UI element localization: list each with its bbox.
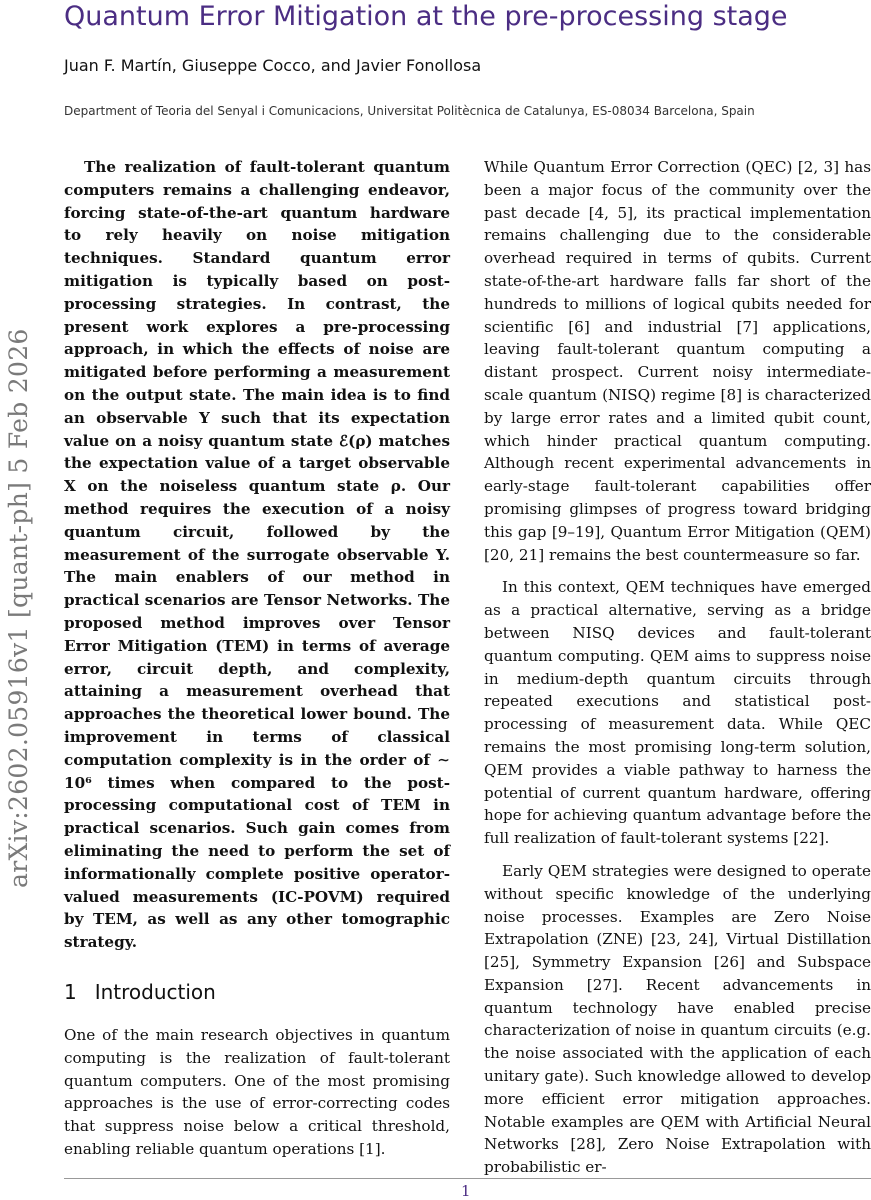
- footer-rule: [64, 1178, 871, 1179]
- section-title: Introduction: [94, 980, 216, 1004]
- paper-title: Quantum Error Mitigation at the pre-processing stage: [64, 1, 788, 32]
- paragraph-qec: While Quantum Error Correction (QEC) [2, 3] has been a major focus of the community over the past decade [4, 5], its practical implementation remains challenging due to the considerable overhead required in terms of qubits. Current state-of-the-art hardware falls far short of the hundreds to millions of logical qubits needed for scientific [6] and industrial [7] applications, leaving fault-tolerant quantum computing a distant prospect. Current noisy intermediate-scale quantum (NISQ) regime [8] is characterized by large error rates and a limited qubit count, which hinder practical quantum computing. Although recent experimental advancements in early-stage fault-tolerant capabilities offer promising glimpses of progress toward bridging this gap [9–19], Quantum Error Mitigation (QEM) [20, 21] remains the best countermeasure so far.: [484, 158, 871, 564]
- affiliation: Department of Teoria del Senyal i Comunicacions, Universitat Politècnica de Catalunya, ES-08034 Barcelona, Spain: [64, 104, 755, 118]
- abstract: The realization of fault-tolerant quantum computers remains a challenging endeavor, forcing state-of-the-art quantum hardware to rely heavily on noise mitigation techniques. Standard quantum error mitigation is typically based on post-processing strategies. In contrast, the present work explores a pre-processing approach, in which the effects of noise are mitigated before performing a measurement on the output state. The main idea is to find an observable Y such that its expectation value on a noisy quantum state ℰ(ρ) matches the expectation value of a target observable X on the noiseless quantum state ρ. Our method requires the execution of a noisy quantum circuit, followed by the measurement of the surrogate observable Y. The main enablers of our method in practical scenarios are Tensor Networks. The proposed method improves over Tensor Error Mitigation (TEM) in terms of average error, circuit depth, and complexity, attaining a measurement overhead that approaches the theoretical lower bound. The improvement in terms of classical computation complexity is in the order of ∼ 10⁶ times when compared to the post-processing computational cost of TEM in practical scenarios. Such gain comes from eliminating the need to perform the set of informationally complete positive operator-valued measurements (IC-POVM) required by TEM, as well as any other tomographic strategy.: [64, 158, 450, 952]
- page-number: 1: [461, 1182, 471, 1200]
- intro-paragraph: One of the main research objectives in quantum computing is the realization of fault-tolerant quantum computers. One of the most promising approaches is the use of error-correcting codes that suppress noise below a critical threshold, enabling reliable quantum operations [1].: [64, 1026, 450, 1158]
- right-column: [484, 156, 871, 1189]
- author-list: Juan F. Martín, Giuseppe Cocco, and Javier Fonollosa: [64, 56, 482, 75]
- section-number: 1: [64, 980, 77, 1004]
- arxiv-watermark: arXiv:2602.05916v1 [quant-ph] 5 Feb 2026: [4, 328, 33, 888]
- section-heading: [64, 980, 216, 1004]
- paragraph-early-qem: Early QEM strategies were designed to operate without specific knowledge of the underlying noise processes. Examples are Zero Noise Extrapolation (ZNE) [23, 24], Virtual Distillation [25], Symmetry Expansion [26] and Subspace Expansion [27]. Recent advancements in quantum technology have enabled precise characterization of noise in quantum circuits (e.g. the noise associated with the application of each unitary gate). Such knowledge allowed to develop more efficient error mitigation approaches. Notable examples are QEM with Artificial Neural Networks [28], Zero Noise Extrapolation with probabilistic er-: [484, 861, 871, 1177]
- paragraph-qem-context: In this context, QEM techniques have emerged as a practical alternative, serving as a bridge between NISQ devices and fault-tolerant quantum computing. QEM aims to suppress noise in medium-depth quantum circuits through repeated executions and statistical post-processing of measurement data. While QEC remains the most promising long-term solution, QEM provides a viable pathway to harness the potential of current quantum hardware, offering hope for achieving quantum advantage before the full realization of fault-tolerant systems [22].: [484, 578, 871, 848]
